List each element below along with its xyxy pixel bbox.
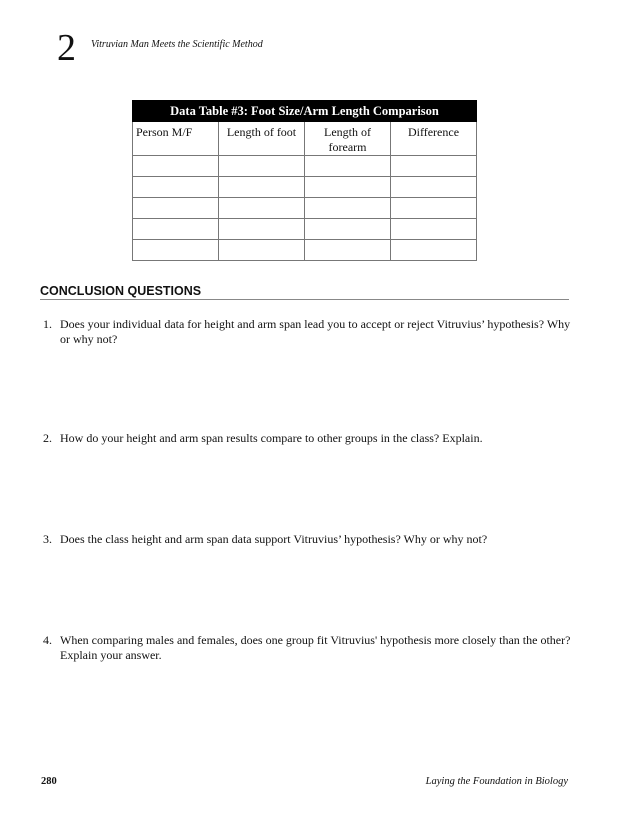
foot-size-arm-length-table <box>132 100 477 261</box>
chapter-title: Vitruvian Man Meets the Scientific Method <box>91 39 263 50</box>
question-1 <box>43 317 573 347</box>
table-cell <box>305 177 391 198</box>
table-cell <box>219 177 305 198</box>
column-header-forearm-length: Length of forearm <box>305 122 391 156</box>
table-cell <box>391 219 477 240</box>
table-cell <box>391 177 477 198</box>
question-text: How do your height and arm span results compare to other groups in the class? Explain. <box>60 431 483 445</box>
table-cell <box>133 198 219 219</box>
table-caption: Data Table #3: Foot Size/Arm Length Comparison <box>133 101 477 122</box>
table-cell <box>305 198 391 219</box>
question-4 <box>43 633 573 663</box>
table-cell <box>133 240 219 261</box>
question-text: Does your individual data for height and arm span lead you to accept or reject Vitruvius’ hypothesis? Why or why not? <box>60 317 571 346</box>
table-cell <box>305 219 391 240</box>
column-header-difference: Difference <box>391 122 477 156</box>
table-row <box>133 240 477 261</box>
book-title: Laying the Foundation in Biology <box>425 776 568 787</box>
table-cell <box>133 156 219 177</box>
question-2 <box>43 431 573 446</box>
table-row <box>133 177 477 198</box>
question-text: When comparing males and females, does one group fit Vitruvius' hypothesis more closely than the other? Explain your answer. <box>60 633 571 662</box>
table-cell <box>219 156 305 177</box>
table-cell <box>391 156 477 177</box>
question-number: 2. <box>43 431 52 445</box>
chapter-number: 2 <box>57 27 76 69</box>
section-divider <box>40 299 569 300</box>
question-number: 1. <box>43 317 52 331</box>
table-header-row <box>133 122 477 156</box>
table-cell <box>391 240 477 261</box>
question-number: 4. <box>43 633 52 647</box>
column-header-foot-length: Length of foot <box>219 122 305 156</box>
table-cell <box>305 156 391 177</box>
page-number: 280 <box>41 776 57 787</box>
table-cell <box>305 240 391 261</box>
table-cell <box>391 198 477 219</box>
table-caption-row <box>133 101 477 122</box>
table-row <box>133 219 477 240</box>
table-cell <box>219 219 305 240</box>
question-text: Does the class height and arm span data support Vitruvius’ hypothesis? Why or why not? <box>60 532 488 546</box>
table-row <box>133 156 477 177</box>
table-cell <box>133 177 219 198</box>
question-number: 3. <box>43 532 52 546</box>
table-cell <box>133 219 219 240</box>
table-cell <box>219 240 305 261</box>
table-row <box>133 198 477 219</box>
column-header-person: Person M/F <box>133 122 219 156</box>
conclusion-heading: CONCLUSION QUESTIONS <box>40 284 202 298</box>
question-3 <box>43 532 573 547</box>
table-cell <box>219 198 305 219</box>
